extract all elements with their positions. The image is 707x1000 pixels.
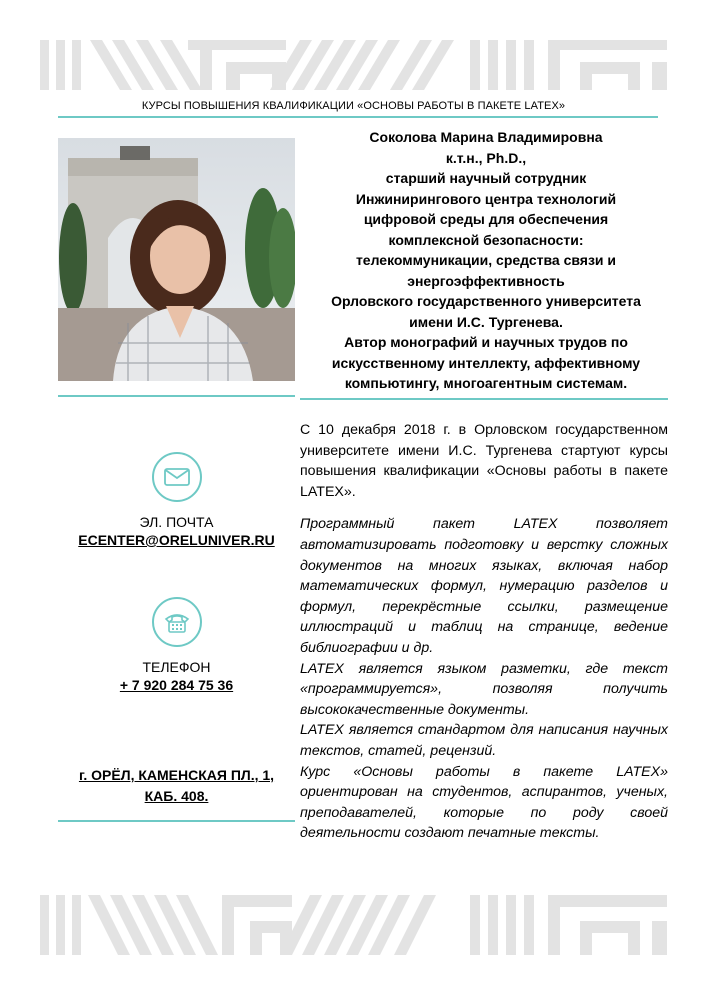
phone-block	[58, 597, 295, 693]
address-line: г. ОРЁЛ, КАМЕНСКАЯ ПЛ., 1,	[78, 767, 275, 783]
description-paragraph: Курс «Основы работы в пакете LATEX» ориентирован на студентов, аспирантов, ученых, преподавателей, которые по роду своей деятельности создают печатные тексты.	[300, 763, 668, 842]
telephone-icon	[152, 597, 202, 647]
bio-line: цифровой среды для обеспечения	[363, 211, 609, 227]
envelope-icon	[152, 452, 202, 502]
bio-line: компьютингу, многоагентным системам.	[344, 375, 628, 391]
top-decorative-band	[40, 40, 667, 90]
phone-label: ТЕЛЕФОН	[142, 659, 211, 675]
bottom-decorative-band	[40, 895, 667, 955]
description-paragraph: LATEX является языком разметки, где текст «программируется», позволяя получить высококачественные документы.	[300, 660, 668, 718]
photo-divider	[58, 395, 295, 397]
bio-line: к.т.н., Ph.D.,	[445, 149, 527, 166]
email-link[interactable]: ECENTER@ORELUNIVER.RU	[78, 532, 275, 548]
phone-link[interactable]: + 7 920 284 75 36	[119, 677, 234, 693]
address-line: КАБ. 408.	[144, 788, 209, 804]
header-divider	[58, 116, 658, 118]
course-description	[300, 420, 668, 844]
bio-line: Автор монографий и научных трудов по	[344, 334, 628, 350]
email-label: ЭЛ. ПОЧТА	[139, 514, 214, 530]
bio-line: Инжинирингового центра технологий	[355, 190, 617, 207]
description-paragraph: LATEX является стандартом для написания научных текстов, статей, рецензий.	[300, 722, 668, 759]
description-paragraph: Программный пакет LATEX позволяет автоматизировать подготовку и верстку сложных документов на многих языках, включая набор математических формул, нумерацию разделов и формул, перекрёстные ссылки, размещение иллюстраций и таблиц на странице, ведение библиографии и др.	[300, 516, 668, 656]
bio-line: телекоммуникации, средства связи и	[355, 252, 617, 268]
bio-line: старший научный сотрудник	[385, 170, 587, 186]
bio-line: комплексной безопасности:	[388, 231, 584, 248]
author-bio	[305, 127, 667, 394]
bio-line: искусственному интеллекту, аффективному	[331, 354, 641, 371]
course-header: КУРСЫ ПОВЫШЕНИЯ КВАЛИФИКАЦИИ «ОСНОВЫ РАБОТЫ В ПАКЕТЕ LATEX»	[141, 100, 566, 112]
address	[58, 765, 295, 807]
email-block	[58, 452, 295, 548]
intro-paragraph: С 10 декабря 2018 г. в Орловском государственном университете имени И.С. Тургенева стартуют курсы повышения квалификации «Основы работы в пакете LATEX».	[300, 422, 668, 500]
bio-divider	[300, 398, 668, 400]
author-photo	[58, 138, 295, 381]
bio-line: энергоэффективность	[407, 272, 565, 289]
contacts-divider	[58, 820, 295, 822]
bio-line: имени И.С. Тургенева.	[409, 313, 563, 330]
bio-line: Орловского государственного университета	[331, 293, 641, 309]
author-name: Соколова Марина Владимировна	[369, 129, 603, 145]
